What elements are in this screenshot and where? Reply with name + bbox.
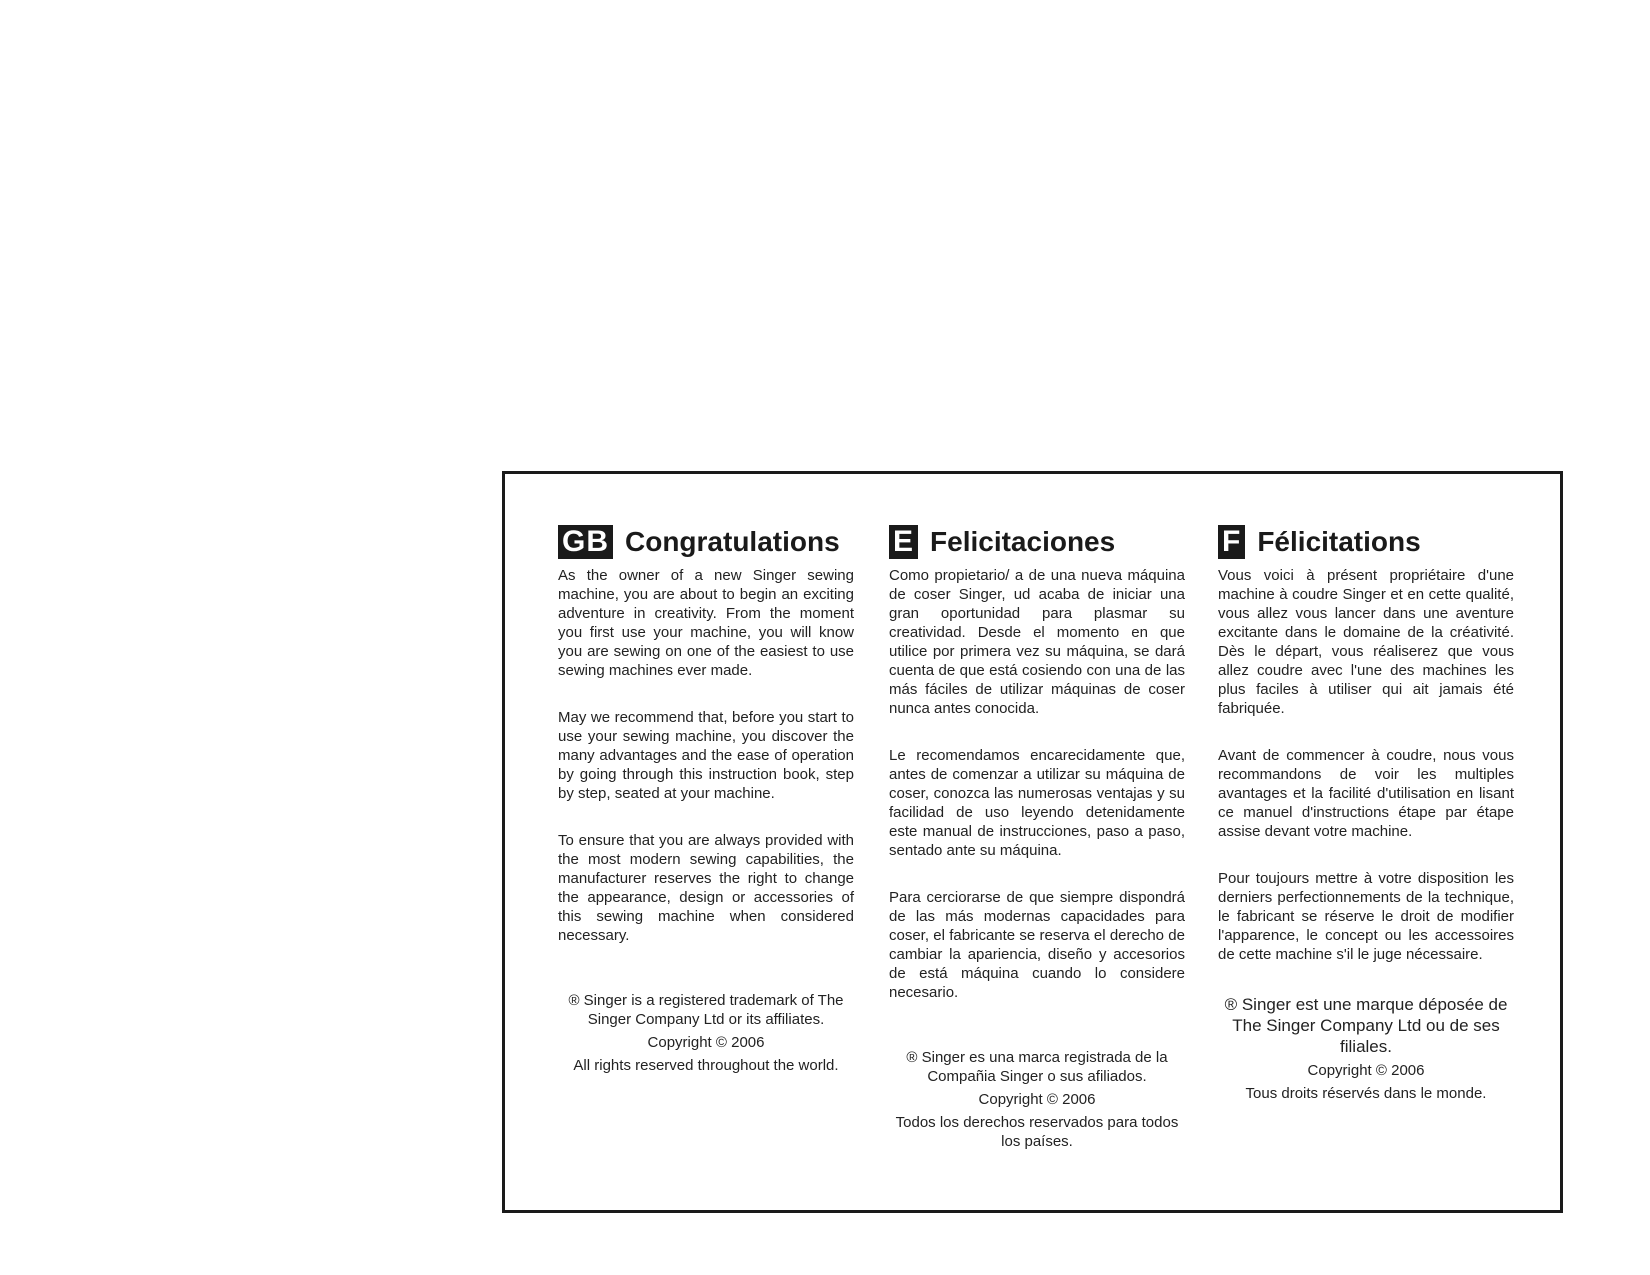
- copyright-notice: Copyright © 2006: [1307, 1062, 1425, 1079]
- trademark-notice: ® Singer est une marque déposée de The Singer Company Ltd ou de ses filiales.: [1224, 995, 1508, 1056]
- language-badge: GB: [558, 525, 613, 559]
- copyright-notice: Copyright © 2006: [978, 1091, 1096, 1108]
- paragraph: As the owner of a new Singer sewing machine, you are about to begin an exciting adventure in creativity. From the moment you first use your machine, you will know you are sewing on one of the easiest to use sewing machines ever made.: [558, 567, 854, 679]
- section-title: Congratulations: [625, 526, 840, 557]
- trademark-notice: ® Singer is a registered trademark of The Singer Company Ltd or its affiliates.: [568, 992, 844, 1028]
- section-heading: [558, 524, 854, 560]
- rights-notice: Tous droits réservés dans le monde.: [1245, 1085, 1487, 1102]
- legal-footer: [1218, 994, 1514, 1103]
- paragraph: Le recomendamos encarecidamente que, antes de comenzar a utilizar su máquina de coser, conozca las numerosas ventajas y su facilidad de uso leyendo detenidamente este manual de instrucciones, paso a paso, sentado ante su máquina.: [889, 747, 1185, 859]
- rights-notice: Todos los derechos reservados para todos los países.: [895, 1114, 1179, 1150]
- content-frame: [502, 471, 1563, 1213]
- language-badge: E: [889, 525, 918, 559]
- section-heading: [1218, 524, 1514, 560]
- column-french: [1218, 524, 1514, 1107]
- section-heading: [889, 524, 1185, 560]
- section-title: Felicitaciones: [930, 526, 1116, 557]
- paragraph: Vous voici à présent propriétaire d'une machine à coudre Singer et en cette qualité, vous allez vous lancer dans une aventure excitante dans le domaine de la créativité. Dès le départ, vous réaliserez que vous allez coudre avec l'une des machines les plus faciles à utiliser qui ait jamais été fabriquée.: [1218, 567, 1514, 717]
- paragraph: To ensure that you are always provided with the most modern sewing capabilities, the manufacturer reserves the right to change the appearance, design or accessories of this sewing machine when considered necessary.: [558, 832, 854, 944]
- legal-footer: [889, 1048, 1185, 1151]
- column-english: [558, 524, 854, 1079]
- paragraph: Como propietario/ a de una nueva máquina de coser Singer, ud acaba de iniciar una gran oportunidad para plasmar su creatividad. Desde el momento en que utilice por primera vez su máquina, se dará cuenta de que está cosiendo con una de las más fáciles de utilizar máquinas de coser nunca antes conocida.: [889, 567, 1185, 717]
- paragraph: May we recommend that, before you start to use your sewing machine, you discover the many advantages and the ease of operation by going through this instruction book, step by step, seated at your machine.: [558, 709, 854, 802]
- language-badge: F: [1218, 525, 1245, 559]
- section-title: Félicitations: [1257, 526, 1421, 557]
- column-spanish: [889, 524, 1185, 1155]
- rights-notice: All rights reserved throughout the world.: [573, 1057, 839, 1074]
- paragraph: Pour toujours mettre à votre disposition les derniers perfectionnements de la technique, le fabricant se réserve le droit de modifier l'apparence, le concept ou les accessoires de cette machine s'il le juge nécessaire.: [1218, 870, 1514, 963]
- paragraph: Avant de commencer à coudre, nous vous recommandons de voir les multiples avantages et la facilité d'utilisation en lisant ce manuel d'instructions étape par étape assise devant votre machine.: [1218, 747, 1514, 840]
- copyright-notice: Copyright © 2006: [647, 1034, 765, 1051]
- paragraph: Para cerciorarse de que siempre dispondrá de las más modernas capacidades para coser, el fabricante se reserva el derecho de cambiar la apariencia, diseño y accesorios de está máquina cuando lo considere necesario.: [889, 889, 1185, 1001]
- legal-footer: [558, 991, 854, 1075]
- trademark-notice: ® Singer es una marca registrada de la Compañia Singer o sus afiliados.: [906, 1049, 1168, 1085]
